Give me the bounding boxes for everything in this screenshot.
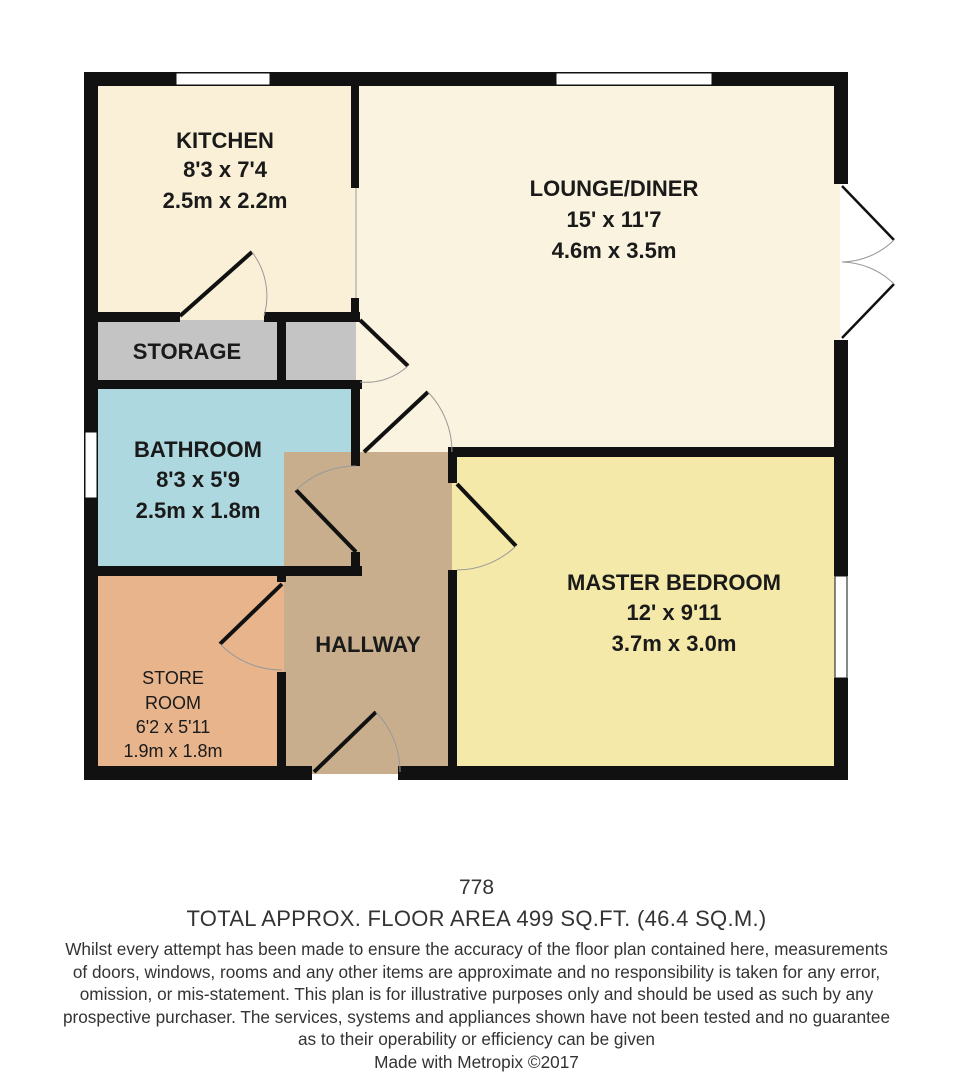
kitchen-name: KITCHEN: [176, 128, 274, 153]
kitchen-lounge-wall-top: [351, 80, 359, 188]
kitchen-metric: 2.5m x 2.2m: [162, 188, 288, 213]
outer-wall-right-mid: [834, 340, 848, 576]
kitchen-imperial: 8'3 x 7'4: [183, 157, 267, 182]
lounge-window: [556, 73, 712, 85]
store-hall-wall-bottom: [277, 672, 286, 774]
disclaimer-line: of doors, windows, rooms and any other items are approximate and no responsibility is taken for any error,: [72, 961, 881, 982]
store-room-name-line2: ROOM: [145, 693, 201, 713]
kitchen-storage-wall-left: [92, 312, 180, 322]
bedroom-imperial: 12' x 9'11: [626, 600, 722, 625]
outer-wall-right-bottom: [834, 678, 848, 780]
lounge-lobby-area: [356, 320, 456, 460]
room-fills: [92, 80, 840, 774]
store-room-imperial: 6'2 x 5'11: [135, 717, 211, 737]
french-door-upper-swing: [842, 240, 894, 262]
disclaimer-line: as to their operability or efficiency can be given: [297, 1029, 655, 1049]
bedroom-metric: 3.7m x 3.0m: [611, 631, 737, 656]
kitchen-window: [176, 73, 270, 85]
disclaimer: [0, 938, 953, 1073]
lounge-metric: 4.6m x 3.5m: [551, 238, 677, 263]
store-hall-wall-top: [277, 566, 286, 582]
bedroom-window: [835, 576, 847, 678]
hall-bedroom-wall-bottom: [448, 570, 457, 774]
outer-wall-bottom-right: [398, 766, 848, 780]
bathroom-wall-right-top: [351, 380, 360, 466]
disclaimer-line: Whilst every attempt has been made to ensure the accuracy of the floor plan contained here, measurements: [65, 939, 888, 959]
disclaimer-line: omission, or mis-statement. This plan is for illustrative purposes only and should be used as such by any: [79, 984, 874, 1004]
total-floor-area: TOTAL APPROX. FLOOR AREA 499 SQ.FT. (46.4 SQ.M.): [186, 906, 767, 931]
hall-bedroom-wall-top: [448, 447, 457, 483]
disclaimer-line: prospective purchaser. The services, systems and appliances shown have not been tested and no guarantee: [62, 1006, 891, 1027]
bathroom-store-wall: [92, 566, 362, 576]
bathroom-imperial: 8'3 x 5'9: [156, 467, 240, 492]
french-door-lower-swing: [842, 262, 894, 284]
store-room-metric: 1.9m x 1.8m: [123, 741, 223, 761]
plan-reference: 778: [458, 876, 495, 899]
bathroom-metric: 2.5m x 1.8m: [135, 498, 261, 523]
storage-bathroom-wall: [92, 380, 362, 389]
outer-wall-right-top: [834, 72, 848, 184]
hallway-area: [284, 452, 454, 774]
bedroom-name: MASTER BEDROOM: [567, 570, 781, 595]
lounge-bedroom-wall: [448, 447, 840, 457]
bathroom-window: [85, 432, 97, 498]
storage-cupboard-area: [284, 320, 356, 382]
lounge-name: LOUNGE/DINER: [529, 176, 699, 201]
french-door-lower-leaf: [842, 284, 894, 338]
outer-wall-left: [84, 72, 98, 780]
lounge-imperial: 15' x 11'7: [566, 207, 662, 232]
hallway-name: HALLWAY: [315, 632, 421, 657]
storage-divider: [277, 314, 286, 384]
store-room-name-line1: STORE: [142, 668, 204, 688]
credit-line: Made with Metropix ©2017: [374, 1051, 579, 1072]
bathroom-name: BATHROOM: [134, 437, 262, 462]
french-door-upper-leaf: [842, 186, 894, 240]
storage-name: STORAGE: [132, 339, 242, 364]
